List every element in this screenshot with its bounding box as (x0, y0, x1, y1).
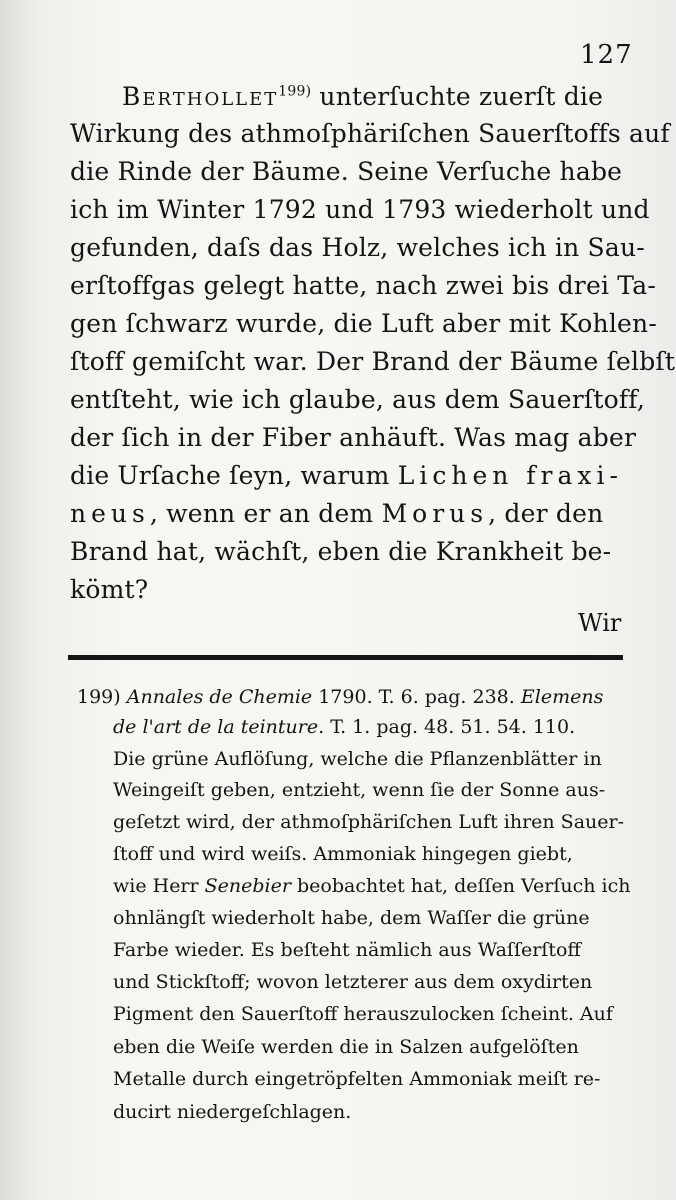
footnote-line (77, 688, 603, 707)
footnote-line: und Stickſtoff; wovon letzterer aus dem oxydirten (113, 971, 593, 993)
main-text-line: der ſich in der Fiber anhäuft. Was mag aber (70, 423, 637, 452)
footnote-line: Farbe wieder. Es beſteht nämlich aus Waſſerſtoff (113, 939, 581, 961)
citation-title: Elemens (520, 686, 604, 708)
main-text-line (70, 463, 623, 488)
footnote-line: ducirt niedergeſchlagen. (113, 1101, 352, 1123)
line-text: wie Herr (113, 875, 199, 897)
footnote-line: Metalle durch eingetröpfelten Ammoniak meiſt re- (113, 1068, 601, 1090)
main-text-line: entſteht, wie ich glaube, aus dem Sauerſtoff, (70, 385, 645, 414)
footnote-line: eben die Weiſe werden die in Salzen aufgelöſten (113, 1036, 579, 1058)
main-text-line: gen ſchwarz wurde, die Luft aber mit Kohlen- (70, 309, 657, 338)
main-text-line (70, 501, 603, 526)
citation-title: Annales de Chemie (126, 686, 313, 708)
main-text-line (122, 84, 603, 109)
main-text-line: ſtoff gemiſcht war. Der Brand der Bäume ſelbſt (70, 347, 676, 376)
main-text-line: kömt? (70, 575, 149, 604)
footnote-divider (68, 655, 623, 660)
author-name: Berthollet (122, 82, 279, 111)
page-number: 127 (580, 40, 633, 70)
main-text-line: gefunden, daſs das Holz, welches ich in Sau- (70, 233, 645, 262)
citation-reference: 1790. T. 6. pag. 238. (318, 686, 515, 708)
main-text-line: Brand hat, wächſt, eben die Krankheit be- (70, 537, 612, 566)
footnote-line: Die grüne Auflöſung, welche die Pflanzenblätter in (113, 748, 602, 770)
footnote-line: geſetzt wird, der athmoſphäriſchen Luft ihren Sauer- (113, 811, 625, 833)
line-text: , der den (488, 499, 604, 528)
person-name: Senebier (204, 875, 291, 897)
main-text-line: Wirkung des athmoſphäriſchen Sauerſtoffs auf (70, 119, 670, 148)
species-name: Lichen fraxi- (397, 461, 623, 490)
footnote-line: Weingeiſt geben, entzieht, wenn ſie der Sonne aus- (113, 779, 606, 801)
main-text-line: ich im Winter 1792 und 1793 wiederholt und (70, 195, 650, 224)
catchword: Wir (578, 609, 622, 637)
citation-title: de l'art de la teinture. (113, 716, 325, 738)
footnote-line: ohnlängſt wiederholt habe, dem Waſſer die grüne (113, 907, 590, 929)
species-name: neus (70, 499, 150, 528)
footnote-line: ſtoff und wird weiſs. Ammoniak hingegen giebt, (113, 843, 573, 865)
footnote-number: 199) (77, 686, 121, 708)
line-text: unterſuchte zuerſt die (319, 82, 604, 111)
footnote-line: Pigment den Sauerſtoff herauszulocken ſcheint. Auf (113, 1003, 613, 1025)
citation-reference: T. 1. pag. 48. 51. 54. 110. (330, 716, 576, 738)
footnote-reference: 199) (278, 83, 312, 100)
footnote-line (113, 718, 575, 737)
line-text: beobachtet hat, deſſen Verſuch ich (297, 875, 631, 897)
line-text: die Urſache ſeyn, warum (70, 461, 390, 490)
main-text-line: erſtoffgas gelegt hatte, nach zwei bis drei Ta- (70, 271, 656, 300)
main-text-line: die Rinde der Bäume. Seine Verſuche habe (70, 157, 623, 186)
line-text: , wenn er an dem (149, 499, 374, 528)
footnote-line (113, 877, 631, 896)
species-name: Morus (381, 499, 489, 528)
